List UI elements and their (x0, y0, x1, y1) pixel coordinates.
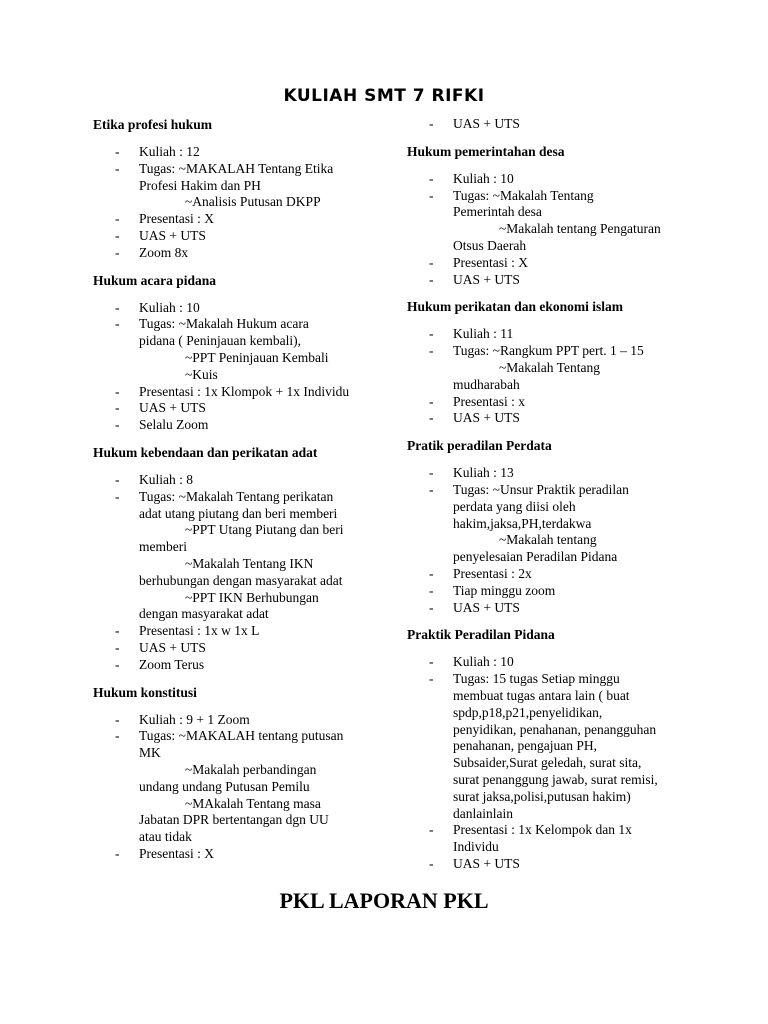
bullet-dash: - (115, 227, 120, 243)
section-heading: Etika profesi hukum (93, 117, 213, 132)
item-line: Tugas: ~Rangkum PPT pert. 1 – 15 (453, 343, 644, 359)
list-item (407, 410, 682, 427)
item-line: Tugas: ~Makalah Tentang perikatan (139, 488, 334, 504)
list-item (93, 623, 373, 640)
list-item (93, 144, 373, 161)
list-item (93, 657, 373, 674)
bullet-dash: - (429, 481, 434, 497)
list-item (407, 188, 682, 255)
list-item (93, 245, 373, 262)
item-line: Kuliah : 10 (453, 170, 514, 186)
list-item (93, 384, 373, 401)
item-line: Kuliah : 13 (453, 465, 514, 481)
right-column (407, 116, 682, 883)
list-item (93, 640, 373, 657)
bullet-dash: - (429, 822, 434, 838)
item-line: Tugas: ~Unsur Praktik peradilan (453, 481, 629, 497)
item-line: penahanan, pengajuan PH, (453, 738, 597, 754)
item-line: Tugas: ~MAKALAH tentang putusan (139, 728, 344, 744)
bullet-dash: - (429, 465, 434, 481)
bullet-dash: - (429, 326, 434, 342)
item-line: UAS + UTS (453, 271, 520, 287)
item-line: Profesi Hakim dan PH (139, 177, 261, 193)
list-item (407, 394, 682, 411)
list-item (93, 489, 373, 623)
list-item (93, 712, 373, 729)
item-line: penyidikan, penahanan, penangguhan (453, 721, 657, 737)
bullet-dash: - (115, 400, 120, 416)
list-item (93, 211, 373, 228)
bullet-dash: - (115, 316, 120, 332)
item-line: ~PPT Peninjauan Kembali (185, 349, 329, 365)
list-item (407, 272, 682, 289)
section-list (407, 465, 682, 616)
bullet-dash: - (429, 599, 434, 615)
item-line: Kuliah : 10 (139, 299, 200, 315)
section-list (93, 144, 373, 262)
list-item (93, 161, 373, 211)
bullet-dash: - (429, 187, 434, 203)
bullet-dash: - (115, 728, 120, 744)
list-item (93, 472, 373, 489)
item-line: surat penanggung jawab, surat remisi, (453, 771, 658, 787)
section-heading: Praktik Peradilan Pidana (407, 627, 555, 643)
bullet-dash: - (115, 471, 120, 487)
bullet-dash: - (429, 254, 434, 270)
item-line: ~MAkalah Tentang masa (185, 795, 321, 811)
item-line: ~Makalah perbandingan (185, 761, 317, 777)
item-line: Selalu Zoom (139, 417, 209, 433)
item-line: memberi (139, 539, 187, 555)
item-line: UAS + UTS (139, 227, 206, 243)
list-item (407, 255, 682, 272)
item-line: Tugas: ~MAKALAH Tentang Etika (139, 160, 334, 176)
item-line: Subsaider,Surat geledah, surat sita, (453, 755, 642, 771)
list-item (407, 116, 682, 133)
item-line: Presentasi : 1x Kelompok dan 1x (453, 822, 632, 838)
item-line: ~Makalah Tentang IKN (185, 555, 314, 571)
bullet-dash: - (115, 417, 120, 433)
item-line: Otsus Daerah (453, 237, 527, 253)
list-item (407, 171, 682, 188)
item-line: penyelesaian Peradilan Pidana (453, 549, 618, 565)
section-heading: Hukum konstitusi (93, 684, 197, 700)
list-item (407, 566, 682, 583)
item-line: surat jaksa,polisi,putusan hakim) (453, 788, 631, 804)
bullet-dash: - (115, 211, 120, 227)
item-line: Individu (453, 839, 499, 855)
item-line: adat utang piutang dan beri memberi (139, 505, 338, 521)
list-item (407, 856, 682, 873)
item-line: ~PPT IKN Berhubungan (185, 589, 319, 605)
item-line: hakim,jaksa,PH,terdakwa (453, 515, 592, 531)
section-heading: Hukum acara pidana (93, 272, 217, 288)
list-item (93, 228, 373, 245)
bullet-dash: - (429, 271, 434, 287)
section-heading: Hukum kebendaan dan perikatan adat (93, 444, 318, 460)
item-line: Kuliah : 10 (453, 654, 514, 670)
left-column (93, 116, 373, 873)
section-heading: Hukum pemerintahan desa (407, 143, 565, 159)
item-line: Jabatan DPR bertentangan dgn UU (139, 812, 329, 828)
item-line: Zoom Terus (139, 656, 205, 672)
list-item (93, 400, 373, 417)
bullet-dash: - (115, 656, 120, 672)
item-line: Presentasi : X (139, 845, 214, 861)
item-line: ~Analisis Putusan DKPP (185, 194, 321, 210)
section-list (93, 300, 373, 434)
item-line: Tiap minggu zoom (453, 582, 556, 598)
item-line: Kuliah : 12 (139, 144, 200, 159)
item-line: ~Kuis (185, 366, 218, 382)
list-item (93, 846, 373, 863)
item-line: Presentasi : 1x Klompok + 1x Individu (139, 383, 350, 399)
list-item (407, 822, 682, 856)
item-line: Presentasi : X (139, 211, 214, 227)
list-item (407, 600, 682, 617)
bullet-dash: - (115, 845, 120, 861)
item-line: Presentasi : x (453, 393, 525, 409)
item-line: undang undang Putusan Pemilu (139, 778, 310, 794)
bullet-dash: - (429, 410, 434, 426)
item-line: Pemerintah desa (453, 204, 542, 220)
item-line: mudharabah (453, 376, 520, 392)
item-line: pidana ( Peninjauan kembali), (139, 333, 301, 349)
bullet-dash: - (429, 170, 434, 186)
bullet-dash: - (429, 116, 434, 131)
bullet-dash: - (115, 299, 120, 315)
list-item (93, 300, 373, 317)
bullet-dash: - (115, 711, 120, 727)
item-line: spdp,p18,p21,penyelidikan, (453, 704, 603, 720)
bullet-dash: - (115, 244, 120, 260)
bullet-dash: - (429, 393, 434, 409)
list-item (407, 482, 682, 566)
item-line: atau tidak (139, 829, 192, 845)
item-line: MK (139, 745, 161, 761)
item-line: UAS + UTS (139, 639, 206, 655)
bullet-dash: - (429, 654, 434, 670)
item-line: Kuliah : 9 + 1 Zoom (139, 711, 250, 727)
section-list (407, 326, 682, 427)
bullet-dash: - (115, 383, 120, 399)
list-item (407, 654, 682, 671)
bullet-dash: - (429, 855, 434, 871)
item-line: Presentasi : X (453, 254, 528, 270)
list-item (407, 465, 682, 482)
list-item (407, 671, 682, 822)
item-line: UAS + UTS (139, 400, 206, 416)
section-list (407, 116, 682, 133)
list-item (93, 417, 373, 434)
item-line: UAS + UTS (453, 855, 520, 871)
list-item (93, 316, 373, 383)
item-line: UAS + UTS (453, 116, 520, 131)
list-item (407, 343, 682, 393)
item-line: Presentasi : 2x (453, 565, 532, 581)
item-line: Tugas: ~Makalah Tentang (453, 187, 594, 203)
bullet-dash: - (115, 623, 120, 639)
footer-title: PKL LAPORAN PKL (279, 888, 489, 913)
item-line: ~Makalah Tentang (499, 359, 600, 375)
bullet-dash: - (115, 160, 120, 176)
bullet-dash: - (429, 343, 434, 359)
bullet-dash: - (429, 565, 434, 581)
section-list (93, 472, 373, 674)
item-line: perdata yang diisi oleh (453, 498, 576, 514)
item-line: ~Makalah tentang (499, 532, 597, 548)
section-heading: Hukum perikatan dan ekonomi islam (407, 299, 624, 315)
item-line: Tugas: ~Makalah Hukum acara (139, 316, 309, 332)
item-line: Presentasi : 1x w 1x L (139, 623, 260, 639)
section-list (93, 712, 373, 863)
document-title: KULIAH SMT 7 RIFKI (283, 86, 485, 106)
list-item (407, 583, 682, 600)
bullet-dash: - (115, 144, 120, 159)
list-item (93, 728, 373, 846)
section-list (407, 654, 682, 872)
item-line: Zoom 8x (139, 244, 189, 260)
bullet-dash: - (429, 582, 434, 598)
bullet-dash: - (115, 488, 120, 504)
item-line: membuat tugas antara lain ( buat (453, 687, 630, 703)
item-line: ~PPT Utang Piutang dan beri (185, 522, 344, 538)
list-item (407, 326, 682, 343)
item-line: Tugas: 15 tugas Setiap minggu (453, 671, 620, 687)
item-line: Kuliah : 8 (139, 471, 193, 487)
section-heading: Pratik peradilan Perdata (407, 438, 552, 454)
item-line: Kuliah : 11 (453, 326, 514, 342)
item-line: dengan masyarakat adat (139, 606, 269, 622)
item-line: danlainlain (453, 805, 513, 821)
bullet-dash: - (429, 671, 434, 687)
item-line: UAS + UTS (453, 410, 520, 426)
bullet-dash: - (115, 639, 120, 655)
section-list (407, 171, 682, 289)
item-line: UAS + UTS (453, 599, 520, 615)
item-line: berhubungan dengan masyarakat adat (139, 572, 343, 588)
item-line: ~Makalah tentang Pengaturan (499, 221, 661, 237)
